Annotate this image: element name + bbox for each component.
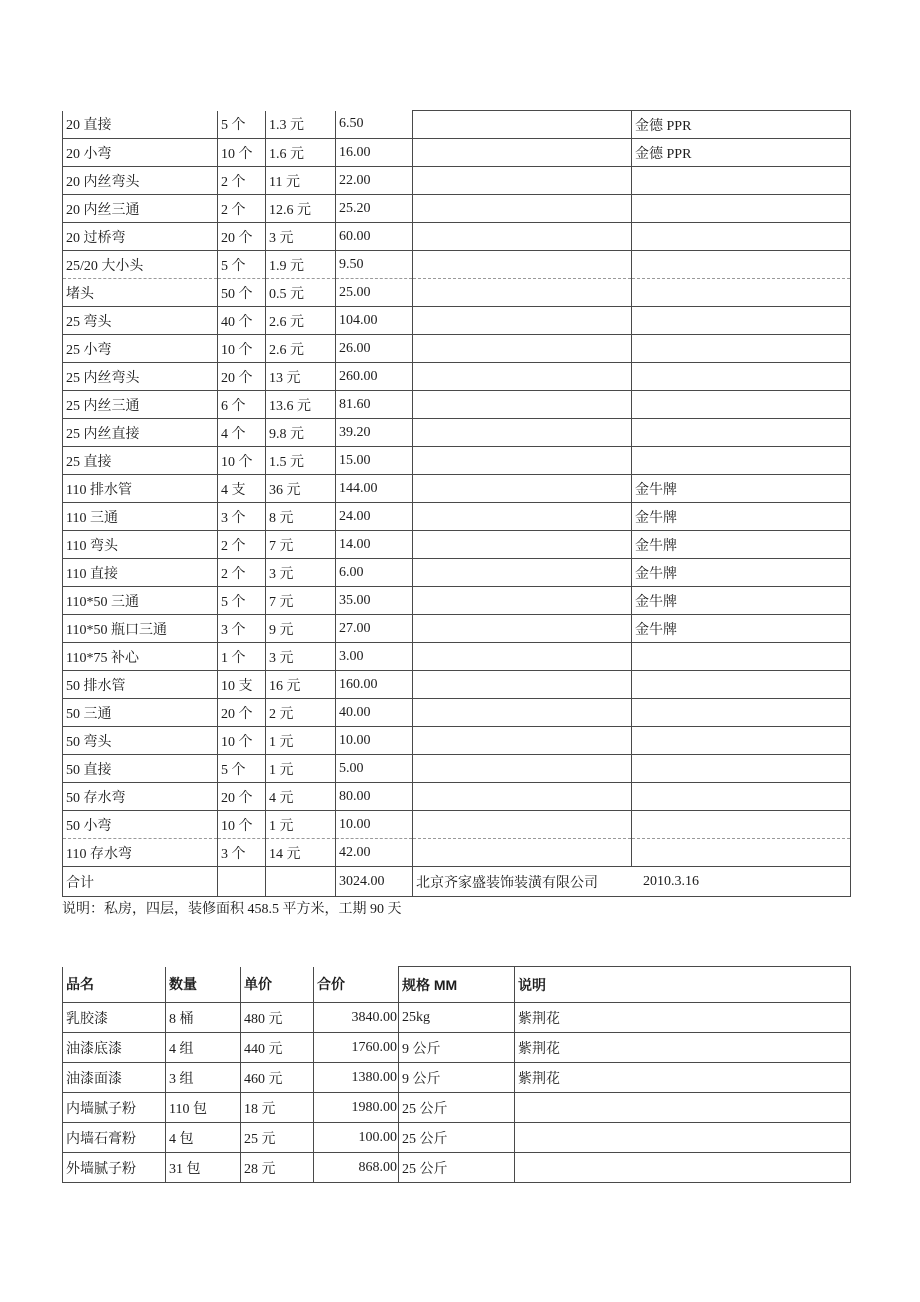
amount-cell: 81.60 <box>336 391 413 419</box>
unit-price-cell: 4 元 <box>266 783 336 811</box>
item-name-cell: 20 内丝弯头 <box>63 167 218 195</box>
plumbing-materials-table <box>62 110 851 897</box>
amount-cell: 35.00 <box>336 587 413 615</box>
unit-price-cell: 18 元 <box>241 1093 314 1123</box>
table-row <box>63 699 851 727</box>
description-cell: 紫荆花 <box>515 1033 851 1063</box>
total-label-cell: 合计 <box>63 867 218 897</box>
brand-cell: 金牛牌 <box>632 615 851 643</box>
unit-price-cell: 9.8 元 <box>266 419 336 447</box>
spec-cell: 25 公斤 <box>399 1093 515 1123</box>
description-cell <box>515 1123 851 1153</box>
spec-cell: 25kg <box>399 1003 515 1033</box>
brand-cell <box>632 391 851 419</box>
empty-cell <box>413 531 632 559</box>
quantity-cell: 3 个 <box>218 839 266 867</box>
table-row <box>63 279 851 307</box>
header-row <box>63 967 851 1003</box>
item-name-cell: 25 小弯 <box>63 335 218 363</box>
quantity-cell: 10 支 <box>218 671 266 699</box>
item-name-cell: 外墙腻子粉 <box>63 1153 166 1183</box>
table-row <box>63 307 851 335</box>
empty-cell <box>413 643 632 671</box>
brand-cell: 金牛牌 <box>632 531 851 559</box>
unit-price-cell: 1 元 <box>266 811 336 839</box>
brand-cell <box>632 839 851 867</box>
amount-cell: 1760.00 <box>314 1033 399 1063</box>
table-row <box>63 223 851 251</box>
unit-price-cell: 1 元 <box>266 727 336 755</box>
unit-price-cell: 13 元 <box>266 363 336 391</box>
empty-cell <box>413 447 632 475</box>
amount-cell: 6.00 <box>336 559 413 587</box>
quantity-cell: 110 包 <box>166 1093 241 1123</box>
item-name-cell: 内墙腻子粉 <box>63 1093 166 1123</box>
unit-price-cell: 1.5 元 <box>266 447 336 475</box>
table-row <box>63 111 851 139</box>
unit-price-cell: 16 元 <box>266 671 336 699</box>
table-row <box>63 139 851 167</box>
quantity-cell: 8 桶 <box>166 1003 241 1033</box>
note-line: 说明：私房，四层，装修面积 458.5 平方米，工期 90 天 <box>62 902 402 917</box>
table-row <box>63 419 851 447</box>
brand-cell <box>632 223 851 251</box>
quantity-cell: 40 个 <box>218 307 266 335</box>
unit-price-cell: 11 元 <box>266 167 336 195</box>
quantity-cell: 4 包 <box>166 1123 241 1153</box>
unit-price-cell: 7 元 <box>266 587 336 615</box>
table-row <box>63 447 851 475</box>
brand-cell <box>632 643 851 671</box>
unit-price-cell <box>266 867 336 897</box>
amount-cell: 144.00 <box>336 475 413 503</box>
empty-cell <box>413 615 632 643</box>
empty-cell <box>413 223 632 251</box>
quantity-cell: 10 个 <box>218 727 266 755</box>
quantity-cell: 10 个 <box>218 139 266 167</box>
table-row <box>63 1003 851 1033</box>
table-row <box>63 671 851 699</box>
item-name-cell: 50 排水管 <box>63 671 218 699</box>
empty-cell <box>413 307 632 335</box>
item-name-cell: 110 排水管 <box>63 475 218 503</box>
amount-cell: 1380.00 <box>314 1063 399 1093</box>
unit-price-cell: 12.6 元 <box>266 195 336 223</box>
empty-cell <box>413 671 632 699</box>
quantity-cell: 20 个 <box>218 783 266 811</box>
header-item-name: 品名 <box>63 967 166 1003</box>
table-row <box>63 195 851 223</box>
item-name-cell: 25 直接 <box>63 447 218 475</box>
table-row <box>63 643 851 671</box>
quantity-cell: 4 支 <box>218 475 266 503</box>
unit-price-cell: 3 元 <box>266 559 336 587</box>
brand-cell <box>632 251 851 279</box>
description-cell <box>515 1093 851 1123</box>
amount-cell: 60.00 <box>336 223 413 251</box>
unit-price-cell: 25 元 <box>241 1123 314 1153</box>
quantity-cell: 10 个 <box>218 811 266 839</box>
unit-price-cell: 1.9 元 <box>266 251 336 279</box>
brand-cell <box>632 167 851 195</box>
empty-cell <box>413 503 632 531</box>
unit-price-cell: 2.6 元 <box>266 335 336 363</box>
unit-price-cell: 1.6 元 <box>266 139 336 167</box>
spec-cell: 25 公斤 <box>399 1153 515 1183</box>
company-date-cell <box>413 867 851 897</box>
empty-cell <box>413 811 632 839</box>
unit-price-cell: 3 元 <box>266 643 336 671</box>
spec-cell: 9 公斤 <box>399 1063 515 1093</box>
empty-cell <box>413 195 632 223</box>
description-cell <box>515 1153 851 1183</box>
unit-price-cell: 3 元 <box>266 223 336 251</box>
item-name-cell: 50 弯头 <box>63 727 218 755</box>
item-name-cell: 110 三通 <box>63 503 218 531</box>
unit-price-cell: 7 元 <box>266 531 336 559</box>
unit-price-cell: 14 元 <box>266 839 336 867</box>
header-spec: 规格 MM <box>399 967 515 1003</box>
item-name-cell: 110*50 瓶口三通 <box>63 615 218 643</box>
table-row <box>63 839 851 867</box>
empty-cell <box>413 167 632 195</box>
amount-cell: 15.00 <box>336 447 413 475</box>
table-row <box>63 167 851 195</box>
amount-cell: 24.00 <box>336 503 413 531</box>
brand-cell <box>632 307 851 335</box>
brand-cell <box>632 335 851 363</box>
brand-cell <box>632 419 851 447</box>
paint-table-header <box>63 967 851 1003</box>
amount-cell: 10.00 <box>336 727 413 755</box>
item-name-cell: 堵头 <box>63 279 218 307</box>
amount-cell: 39.20 <box>336 419 413 447</box>
table-row <box>63 503 851 531</box>
item-name-cell: 25 内丝三通 <box>63 391 218 419</box>
brand-cell: 金德 PPR <box>632 139 851 167</box>
item-name-cell: 油漆底漆 <box>63 1033 166 1063</box>
table-row <box>63 1033 851 1063</box>
quantity-cell: 3 组 <box>166 1063 241 1093</box>
quantity-cell: 3 个 <box>218 503 266 531</box>
quantity-cell: 20 个 <box>218 223 266 251</box>
spec-cell: 25 公斤 <box>399 1123 515 1153</box>
table-row <box>63 1123 851 1153</box>
brand-cell <box>632 755 851 783</box>
item-name-cell: 50 小弯 <box>63 811 218 839</box>
quantity-cell: 10 个 <box>218 335 266 363</box>
empty-cell <box>413 559 632 587</box>
item-name-cell: 油漆面漆 <box>63 1063 166 1093</box>
empty-cell <box>413 587 632 615</box>
brand-cell <box>632 727 851 755</box>
quantity-cell: 1 个 <box>218 643 266 671</box>
brand-cell <box>632 699 851 727</box>
table-row <box>63 783 851 811</box>
paint-materials-table <box>62 966 851 1183</box>
quantity-cell: 20 个 <box>218 699 266 727</box>
empty-cell <box>413 475 632 503</box>
item-name-cell: 25 弯头 <box>63 307 218 335</box>
empty-cell <box>413 839 632 867</box>
item-name-cell: 50 存水弯 <box>63 783 218 811</box>
amount-cell: 1980.00 <box>314 1093 399 1123</box>
unit-price-cell: 440 元 <box>241 1033 314 1063</box>
amount-cell: 42.00 <box>336 839 413 867</box>
brand-cell: 金牛牌 <box>632 587 851 615</box>
total-row <box>63 867 851 897</box>
amount-cell: 16.00 <box>336 139 413 167</box>
table-row <box>63 559 851 587</box>
quantity-cell: 2 个 <box>218 167 266 195</box>
item-name-cell: 110*75 补心 <box>63 643 218 671</box>
quantity-cell: 10 个 <box>218 447 266 475</box>
table-row <box>63 755 851 783</box>
paint-table-body <box>63 1003 851 1183</box>
empty-cell <box>413 279 632 307</box>
amount-cell: 104.00 <box>336 307 413 335</box>
empty-cell <box>413 391 632 419</box>
spec-cell: 9 公斤 <box>399 1033 515 1063</box>
quantity-cell <box>218 867 266 897</box>
table-row <box>63 251 851 279</box>
amount-cell: 868.00 <box>314 1153 399 1183</box>
unit-price-cell: 0.5 元 <box>266 279 336 307</box>
company-name: 北京齐家盛装饰装潢有限公司 <box>416 875 598 891</box>
empty-cell <box>413 727 632 755</box>
table-row <box>63 1063 851 1093</box>
item-name-cell: 25 内丝直接 <box>63 419 218 447</box>
total-amount-cell: 3024.00 <box>336 867 413 897</box>
brand-cell <box>632 811 851 839</box>
amount-cell: 10.00 <box>336 811 413 839</box>
amount-cell: 40.00 <box>336 699 413 727</box>
item-name-cell: 内墙石膏粉 <box>63 1123 166 1153</box>
quantity-cell: 31 包 <box>166 1153 241 1183</box>
item-name-cell: 50 三通 <box>63 699 218 727</box>
item-name-cell: 25 内丝弯头 <box>63 363 218 391</box>
brand-cell: 金牛牌 <box>632 559 851 587</box>
amount-cell: 14.00 <box>336 531 413 559</box>
amount-cell: 26.00 <box>336 335 413 363</box>
quantity-cell: 5 个 <box>218 111 266 139</box>
amount-cell: 260.00 <box>336 363 413 391</box>
brand-cell: 金牛牌 <box>632 475 851 503</box>
item-name-cell: 20 内丝三通 <box>63 195 218 223</box>
quantity-cell: 5 个 <box>218 755 266 783</box>
unit-price-cell: 8 元 <box>266 503 336 531</box>
table-row <box>63 391 851 419</box>
quantity-cell: 2 个 <box>218 195 266 223</box>
quantity-cell: 2 个 <box>218 531 266 559</box>
quantity-cell: 5 个 <box>218 251 266 279</box>
empty-cell <box>413 699 632 727</box>
brand-cell: 金德 PPR <box>632 111 851 139</box>
table-row <box>63 335 851 363</box>
item-name-cell: 110 存水弯 <box>63 839 218 867</box>
empty-cell <box>413 363 632 391</box>
brand-cell: 金牛牌 <box>632 503 851 531</box>
table-row <box>63 531 851 559</box>
quantity-cell: 4 组 <box>166 1033 241 1063</box>
amount-cell: 27.00 <box>336 615 413 643</box>
item-name-cell: 20 直接 <box>63 111 218 139</box>
item-name-cell: 110 直接 <box>63 559 218 587</box>
quantity-cell: 6 个 <box>218 391 266 419</box>
item-name-cell: 乳胶漆 <box>63 1003 166 1033</box>
amount-cell: 3840.00 <box>314 1003 399 1033</box>
total-date: 2010.3.16 <box>643 873 699 889</box>
header-description: 说明 <box>515 967 851 1003</box>
unit-price-cell: 1.3 元 <box>266 111 336 139</box>
brand-cell <box>632 783 851 811</box>
quantity-cell: 2 个 <box>218 559 266 587</box>
description-cell: 紫荆花 <box>515 1063 851 1093</box>
unit-price-cell: 2.6 元 <box>266 307 336 335</box>
amount-cell: 25.20 <box>336 195 413 223</box>
table-row <box>63 475 851 503</box>
brand-cell <box>632 447 851 475</box>
empty-cell <box>413 251 632 279</box>
table-row <box>63 615 851 643</box>
empty-cell <box>413 111 632 139</box>
table-row <box>63 587 851 615</box>
empty-cell <box>413 335 632 363</box>
header-amount: 合价 <box>314 967 399 1003</box>
plumbing-table-body <box>63 111 851 867</box>
item-name-cell: 110*50 三通 <box>63 587 218 615</box>
brand-cell <box>632 279 851 307</box>
empty-cell <box>413 139 632 167</box>
amount-cell: 80.00 <box>336 783 413 811</box>
item-name-cell: 20 过桥弯 <box>63 223 218 251</box>
brand-cell <box>632 363 851 391</box>
brand-cell <box>632 671 851 699</box>
quantity-cell: 5 个 <box>218 587 266 615</box>
item-name-cell: 20 小弯 <box>63 139 218 167</box>
header-unit-price: 单价 <box>241 967 314 1003</box>
amount-cell: 22.00 <box>336 167 413 195</box>
quantity-cell: 3 个 <box>218 615 266 643</box>
table-row <box>63 1093 851 1123</box>
amount-cell: 25.00 <box>336 279 413 307</box>
amount-cell: 6.50 <box>336 111 413 139</box>
amount-cell: 5.00 <box>336 755 413 783</box>
table-row <box>63 363 851 391</box>
unit-price-cell: 1 元 <box>266 755 336 783</box>
unit-price-cell: 28 元 <box>241 1153 314 1183</box>
unit-price-cell: 13.6 元 <box>266 391 336 419</box>
amount-cell: 100.00 <box>314 1123 399 1153</box>
table-row <box>63 811 851 839</box>
amount-cell: 9.50 <box>336 251 413 279</box>
amount-cell: 3.00 <box>336 643 413 671</box>
quantity-cell: 4 个 <box>218 419 266 447</box>
unit-price-cell: 9 元 <box>266 615 336 643</box>
unit-price-cell: 36 元 <box>266 475 336 503</box>
quantity-cell: 20 个 <box>218 363 266 391</box>
empty-cell <box>413 419 632 447</box>
brand-cell <box>632 195 851 223</box>
unit-price-cell: 460 元 <box>241 1063 314 1093</box>
empty-cell <box>413 783 632 811</box>
header-quantity: 数量 <box>166 967 241 1003</box>
unit-price-cell: 2 元 <box>266 699 336 727</box>
quantity-cell: 50 个 <box>218 279 266 307</box>
item-name-cell: 50 直接 <box>63 755 218 783</box>
empty-cell <box>413 755 632 783</box>
table-row <box>63 727 851 755</box>
table-row <box>63 1153 851 1183</box>
amount-cell: 160.00 <box>336 671 413 699</box>
description-cell: 紫荆花 <box>515 1003 851 1033</box>
item-name-cell: 25/20 大小头 <box>63 251 218 279</box>
unit-price-cell: 480 元 <box>241 1003 314 1033</box>
item-name-cell: 110 弯头 <box>63 531 218 559</box>
